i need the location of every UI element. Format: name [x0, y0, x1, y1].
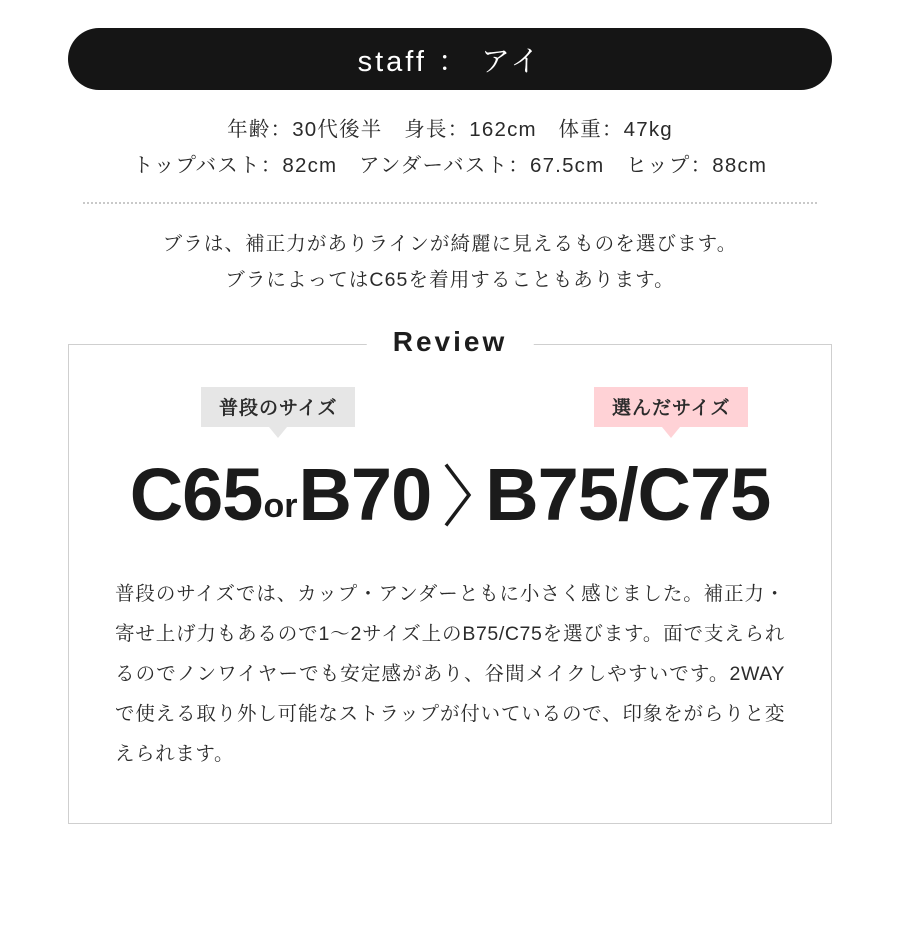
staff-profile-stats	[68, 112, 832, 184]
profile-line-measurements: トップバスト：82cm アンダーバスト：67.5cm ヒップ：88cm	[132, 153, 768, 177]
usual-size-conjunction: or	[263, 486, 298, 525]
usual-size-tag: 普段のサイズ	[201, 387, 355, 427]
staff-note-line-1: ブラは、補正力がありラインが綺麗に見えるものを選びます。	[162, 232, 738, 255]
review-body-text: 普段のサイズでは、カップ・アンダーともに小さく感じました。補正力・寄せ上げ力もあるので1〜2サイズ上のB75/C75を選びます。面で支えられるのでノンワイヤーでも安定感があり、谷間メイクしやすいです。2WAYで使える取り外し可能なストラップが付いているので、印象をがらりと変えられます。	[115, 582, 785, 765]
dotted-divider	[83, 202, 817, 204]
usual-size-secondary: B70	[298, 452, 432, 536]
staff-note-line-2: ブラによってはC65を着用することもあります。	[225, 268, 675, 291]
staff-note	[68, 226, 832, 298]
chevron-right-icon	[431, 462, 485, 528]
size-comparison-row	[107, 449, 793, 541]
staff-review-page	[0, 28, 900, 928]
chosen-size-value: B75/C75	[485, 452, 771, 536]
profile-line-basic: 年齢：30代後半 身長：162cm 体重：47kg	[227, 118, 673, 141]
review-title: Review	[367, 326, 534, 358]
staff-header-banner	[68, 28, 832, 90]
size-tag-row	[107, 387, 793, 445]
chosen-size-tag: 選んだサイズ	[594, 387, 748, 427]
staff-name-label: staff ： アイ	[357, 45, 543, 78]
review-section	[68, 325, 832, 824]
usual-size-primary: C65	[129, 452, 263, 536]
